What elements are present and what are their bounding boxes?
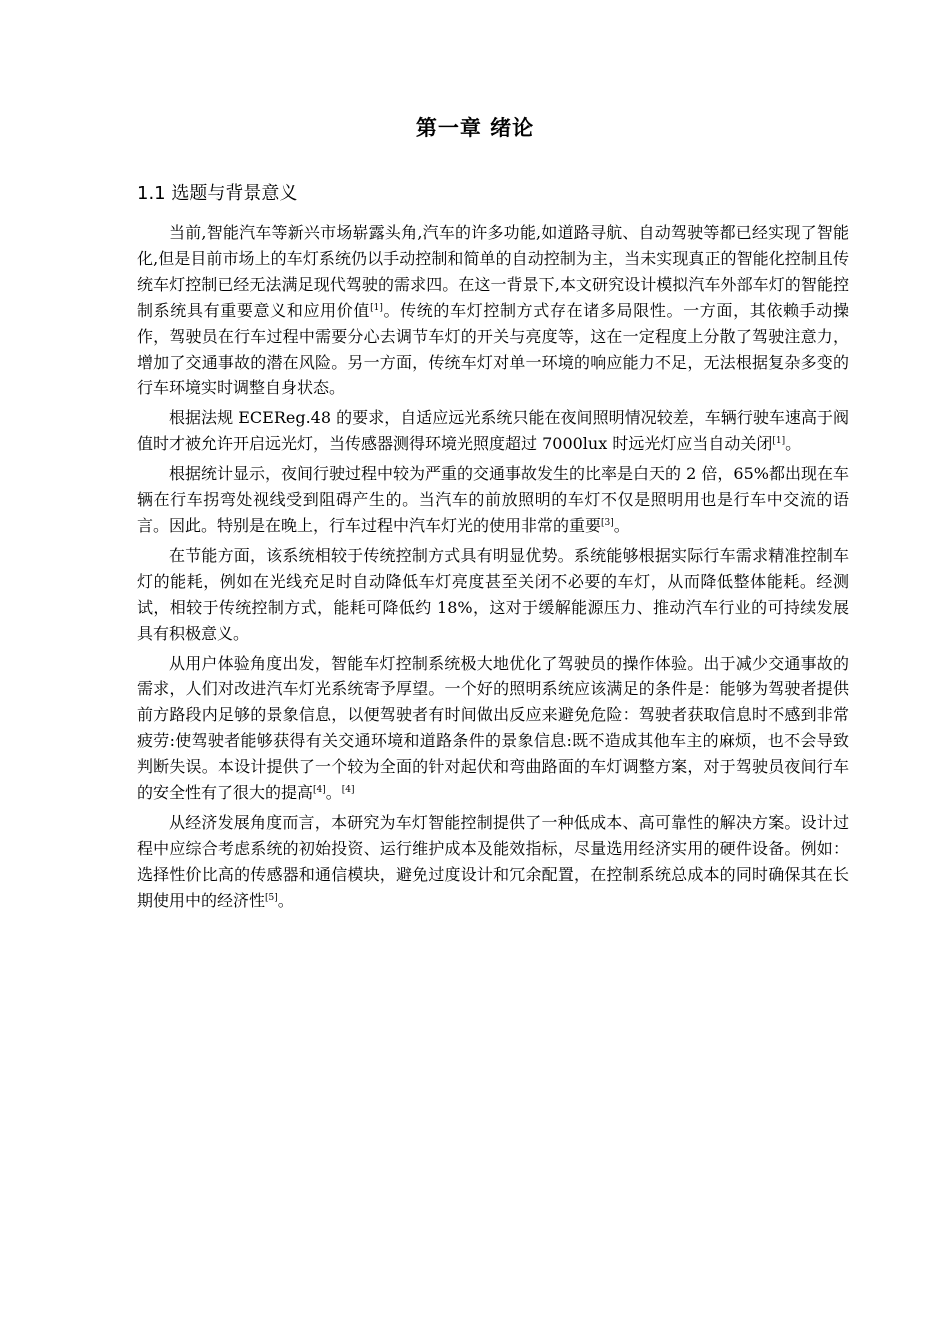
paragraph-1 xyxy=(137,220,849,401)
citation-marker: [4] xyxy=(313,785,326,796)
paragraph-6 xyxy=(137,810,849,914)
paragraph-text: 从经济发展角度而言，本研究为车灯智能控制提供了一种低成本、高可靠性的解决方案。设计过程中应综合考虑系统的初始投资、运行维护成本及能效指标，尽量选用经济实用的硬件设备。例如：选择性价比高的传感器和通信模块，避免过度设计和冗余配置，在控制系统总成本的同时确保其在长期使用中的经济性 xyxy=(137,812,849,910)
paragraph-text: 。 xyxy=(613,515,630,535)
citation-marker: [1] xyxy=(370,302,383,313)
paragraph-text: 。 xyxy=(325,783,342,803)
citation-marker: [4] xyxy=(341,785,355,796)
body-text xyxy=(137,220,849,914)
chapter-title: 第一章 绪论 xyxy=(415,116,535,140)
paragraph-5 xyxy=(137,651,849,806)
paragraph-3 xyxy=(137,461,849,539)
paragraph-text: 。 xyxy=(785,434,802,454)
section-heading: 1.1 选题与背景意义 xyxy=(137,183,298,204)
paragraph-text: 。 xyxy=(277,890,294,910)
paragraph-text: 根据统计显示，夜间行驶过程中较为严重的交通事故发生的比率是白天的 2 倍，65%都出现在车辆在行车拐弯处视线受到阻碍产生的。当汽车的前放照明的车灯不仅是照明用也是行车中交流的语言。因此。特别是在晚上，行车过程中汽车灯光的使用非常的重要 xyxy=(137,464,849,535)
paragraph-2 xyxy=(137,405,849,457)
paragraph-4 xyxy=(137,543,849,647)
citation-marker: [5] xyxy=(265,892,278,903)
paragraph-text: 当前,智能汽车等新兴市场崭露头角,汽车的许多功能,如道路寻航、自动驾驶等都已经实现了智能化,但是目前市场上的车灯系统仍以手动控制和简单的自动控制为主，当未实现真正的智能化控制且传统车灯控制已经无法满足现代驾驶的需求四。在这一背景下,本文研究设计模拟汽车外部车灯的智能控制系统具有重要意义和应用价值 xyxy=(137,223,849,320)
citation-marker: [3] xyxy=(601,517,614,528)
paragraph-text: 在节能方面，该系统相较于传统控制方式具有明显优势。系统能够根据实际行车需求精准控制车灯的能耗，例如在光线充足时自动降低车灯亮度甚至关闭不必要的车灯，从而降低整体能耗。经测试，相较于传统控制方式，能耗可降低约 18%，这对于缓解能源压力、推动汽车行业的可持续发展具有积极意义。 xyxy=(137,545,849,643)
paragraph-text: 从用户体验角度出发，智能车灯控制系统极大地优化了驾驶员的操作体验。出于减少交通事故的需求，人们对改进汽车灯光系统寄予厚望。一个好的照明系统应该满足的条件是：能够为驾驶者提供前方路段内足够的景象信息，以便驾驶者有时间做出反应来避免危险：驾驶者获取信息时不感到非常疲劳:使驾驶者能够获得有关交通环境和道路条件的景象信息:既不造成其他车主的麻烦，也不会导致判断失误。本设计提供了一个较为全面的针对起伏和弯曲路面的车灯调整方案，对于驾驶员夜间行车的安全性有了很大的提高 xyxy=(137,653,849,803)
citation-marker: [1] xyxy=(772,436,786,447)
paragraph-text: 根据法规 ECEReg.48 的要求，自适应远光系统只能在夜间照明情况较差，车辆行驶车速高于阀值时才被允许开启远光灯，当传感器测得环境光照度超过 7000lux 时远光灯应当自动关闭 xyxy=(137,408,849,454)
paragraph-text: 。传统的车灯控制方式存在诸多局限性。一方面，其依赖手动操作，驾驶员在行车过程中需要分心去调节车灯的开关与亮度等，这在一定程度上分散了驾驶注意力，增加了交通事故的潜在风险。另一方面，传统车灯对单一环境的响应能力不足，无法根据复杂多变的行车环境实时调整自身状态。 xyxy=(137,300,849,398)
